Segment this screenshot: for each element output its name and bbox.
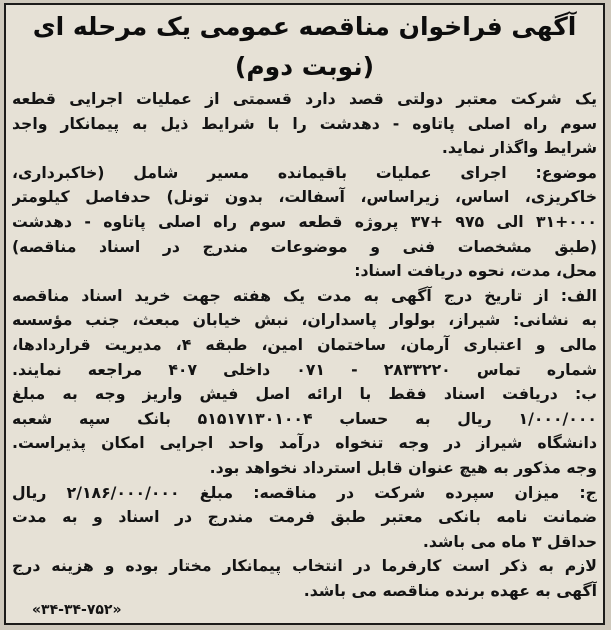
clause-be-line: ب: دریافت اسناد فقط با ارائه اصل فیش واریز وجه به مبلغ: [12, 384, 597, 404]
location-heading: محل، مدت، نحوه دریافت اسناد:: [354, 261, 597, 281]
intro-line: یک شرکت معتبر دولتی قصد دارد قسمتی از عملیات اجرایی قطعه: [12, 89, 597, 108]
clause-alef-line: الف: از تاریخ درج آگهی به مدت یک هفته جهت خرید اسناد مناقصه: [12, 285, 597, 305]
note-line: آگهی به عهده برنده مناقصه می باشد.: [303, 580, 597, 600]
clause-alef-line: به نشانی: شیراز، بولوار پاسداران، نبش خیابان مبعث، جنب مؤسسه: [12, 310, 597, 330]
clause-be-line: ۱/۰۰۰/۰۰۰ ریال به حساب ۵۱۵۱۷۱۳۰۱۰۰۴ بانک سپه شعبه: [12, 408, 597, 428]
notice-page: [4, 3, 605, 625]
clause-jim-line: ج: میزان سپرده شرکت در مناقصه: مبلغ ۲/۱۸۶/۰۰۰/۰۰۰ ریال: [12, 482, 597, 502]
subject-line: خاکریزی، اساس، زیراساس، آسفالت، بدون تونل) حدفاصل کیلومتر: [12, 187, 597, 207]
note-line: لازم به ذکر است کارفرما در انتخاب پیمانکار مختار بوده و هزینه درج: [12, 556, 597, 576]
clause-be-line: دانشگاه شیراز در وجه تنخواه درآمد واحد اجرایی امکان پذیراست.: [12, 433, 597, 453]
subject-line: (طبق مشخصات فنی و موضوعات مندرج در اسناد مناقصه): [12, 236, 597, 256]
subject-line: ۳۱+۰۰۰ الی ۹۷۵ +۳۷ پروژه قطعه سوم راه اصلی پاتاوه - دهدشت: [12, 211, 597, 231]
notice-body: [12, 87, 597, 603]
clause-alef-line: مالی و اعتباری آرمان، ساختمان امین، طبقه ۴، مدیریت قراردادها،: [12, 334, 597, 354]
reference-number: «۳۴-۳۴-۷۵۲»: [32, 602, 122, 619]
clause-alef-line: شماره تماس ۲۸۳۳۲۲۰ - ۰۷۱ داخلی ۴۰۷ مراجعه نمایند.: [12, 359, 597, 379]
intro-line: سوم راه اصلی پاتاوه - دهدشت را با شرایط ذیل به پیمانکار واجد: [12, 113, 597, 133]
clause-be-line: وجه مذکور به هیچ عنوان قابل استرداد نخواهد بود.: [209, 457, 597, 477]
notice-content: [12, 7, 597, 619]
notice-title: آگهی فراخوان مناقصه عمومی یک مرحله ای (نوبت دوم): [32, 12, 577, 81]
intro-line: شرایط واگذار نماید.: [441, 138, 597, 158]
subject-line: موضوع: اجرای عملیات باقیمانده مسیر شامل (خاکبرداری،: [12, 162, 597, 182]
clause-jim-line: حداقل ۳ ماه می باشد.: [422, 531, 597, 551]
clause-jim-line: ضمانت نامه بانکی معتبر طبق فرمت مندرج در اسناد و به مدت: [12, 507, 597, 527]
